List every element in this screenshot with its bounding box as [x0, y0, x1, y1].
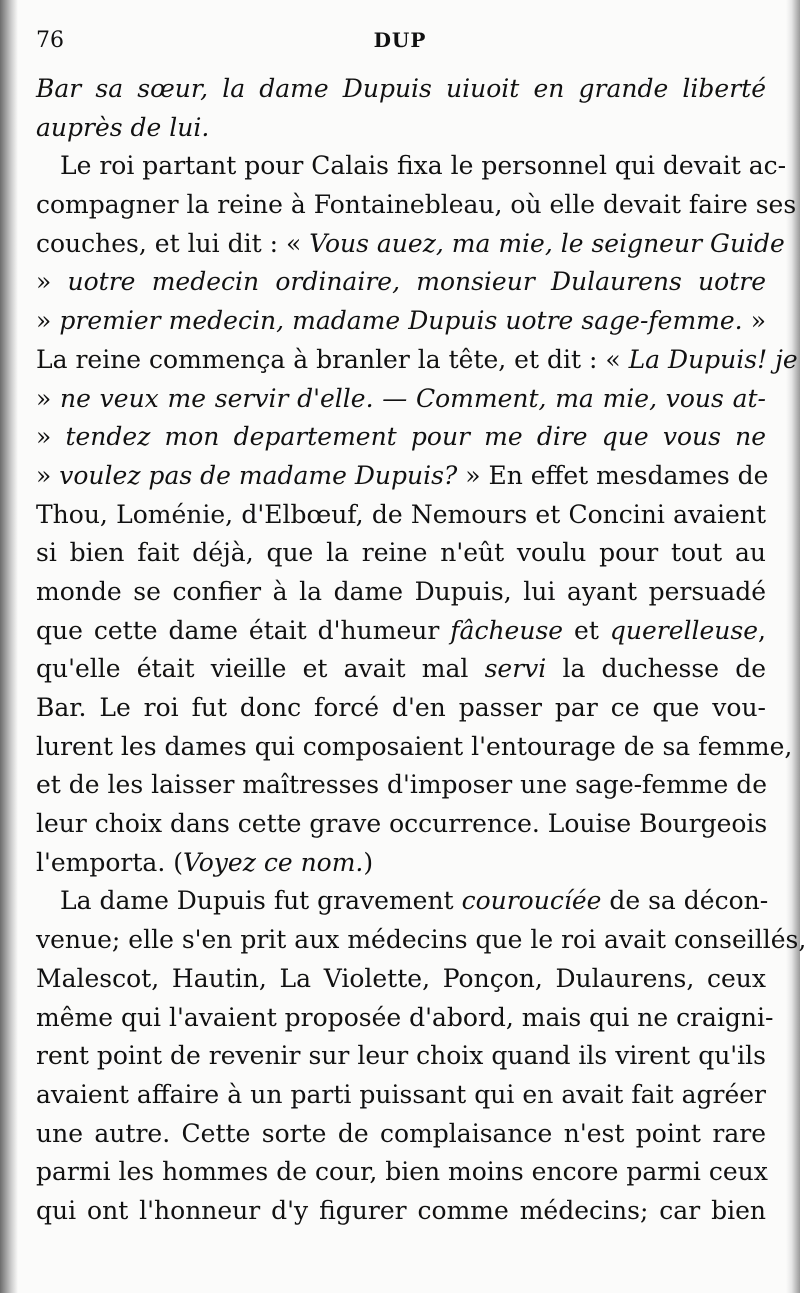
italic-text-segment: Vous auez, ma mie, le seigneur Guide	[309, 228, 785, 258]
text-line	[36, 418, 766, 457]
text-line	[36, 999, 774, 1038]
body-text	[36, 70, 806, 1231]
text-line	[36, 573, 766, 612]
italic-text-segment: La Dupuis! je	[628, 344, 798, 374]
italic-text-segment: Voyez ce nom.	[182, 847, 364, 877]
text-segment: La dame Dupuis fut gravement	[60, 886, 462, 916]
text-segment: )	[363, 847, 374, 877]
italic-text-segment: couroucíée	[461, 886, 602, 916]
text-line	[36, 457, 769, 496]
text-segment: qu'elle était vieille et avait mal	[36, 654, 485, 684]
text-line	[36, 109, 766, 148]
text-line	[36, 302, 766, 341]
text-segment: Malescot, Hautin, La Violette, Ponçon, Dulaurens, ceux	[36, 963, 766, 993]
text-line	[36, 70, 766, 109]
text-line	[36, 496, 766, 535]
italic-text-segment: servi	[484, 654, 547, 684]
text-segment: »	[742, 306, 766, 336]
text-line	[36, 341, 798, 380]
text-line	[36, 689, 766, 728]
text-segment: lurent les dames qui composaient l'entourage de sa femme,	[36, 731, 793, 761]
text-segment: l'emporta. (	[36, 847, 183, 877]
page-number: 76	[36, 28, 64, 53]
text-line	[36, 1076, 766, 1115]
text-segment: La reine commença à branler la tête, et dit : «	[36, 344, 629, 374]
text-line	[36, 844, 766, 883]
text-segment: ,	[758, 615, 766, 645]
text-segment: compagner la reine à Fontainebleau, où elle devait faire ses	[36, 190, 797, 220]
text-segment: et de les laisser maîtresses d'imposer une sage-femme de	[36, 770, 768, 800]
text-line	[36, 1037, 766, 1076]
text-segment: »	[36, 460, 60, 490]
text-line	[36, 766, 766, 805]
text-line	[36, 263, 766, 302]
text-line	[36, 1115, 766, 1154]
text-segment: Thou, Loménie, d'Elbœuf, de Nemours et Concini avaient	[36, 499, 766, 529]
text-line	[36, 225, 785, 264]
text-segment: parmi les hommes de cour, bien moins encore parmi ceux	[36, 1157, 768, 1187]
text-line	[36, 1153, 766, 1192]
italic-text-segment: voulez pas de madame Dupuis?	[59, 460, 458, 490]
italic-text-segment: premier medecin, madame Dupuis uotre sage-femme.	[59, 306, 743, 336]
italic-text-segment: uotre medecin ordinaire, monsieur Dulaurens uotre	[67, 267, 766, 297]
text-segment: une autre. Cette sorte de complaisance n'est point rare	[36, 1118, 766, 1148]
text-segment: »	[36, 267, 68, 297]
text-line	[36, 805, 766, 844]
text-segment: »	[36, 422, 66, 452]
running-head: DUP	[373, 28, 427, 52]
text-segment: même qui l'avaient proposée d'abord, mais qui ne craigni-	[36, 1002, 774, 1032]
text-line	[36, 728, 793, 767]
italic-text-segment: ne veux me servir d'elle. — Comment, ma mie, vous at-	[60, 383, 766, 413]
text-line	[36, 1192, 766, 1231]
text-segment: »	[36, 383, 61, 413]
page-header	[36, 28, 764, 54]
text-segment: venue; elle s'en prit aux médecins que le roi avait conseillés,	[36, 925, 806, 955]
text-segment: » En effet mesdames de	[457, 460, 769, 490]
text-segment: avaient affaire à un parti puissant qui en avait fait agréer	[36, 1079, 766, 1109]
text-segment: qui ont l'honneur d'y figurer comme médecins; car bien	[36, 1195, 766, 1225]
text-segment: couches, et lui dit : «	[36, 228, 310, 258]
text-segment: monde se confier à la dame Dupuis, lui ayant persuadé	[36, 576, 766, 606]
text-segment: de sa décon-	[601, 886, 769, 916]
text-segment: »	[36, 306, 60, 336]
italic-text-segment: fâcheuse	[450, 615, 564, 645]
text-line	[36, 147, 787, 186]
text-segment: Le roi partant pour Calais fixa le personnel qui devait ac-	[60, 151, 787, 181]
text-line	[36, 534, 766, 573]
italic-text-segment: tendez mon departement pour me dire que vous ne	[65, 422, 766, 452]
text-line	[36, 921, 806, 960]
italic-text-segment: auprès de lui.	[36, 112, 210, 142]
page-edge-shadow-left	[0, 0, 18, 1293]
text-line	[36, 960, 766, 999]
text-line	[36, 612, 766, 651]
text-segment: rent point de revenir sur leur choix quand ils virent qu'ils	[36, 1041, 766, 1071]
italic-text-segment: Bar sa sœur, la dame Dupuis uiuoit en grande liberté	[36, 74, 766, 103]
text-line	[36, 186, 797, 225]
text-segment: si bien fait déjà, que la reine n'eût voulu pour tout au	[36, 538, 766, 568]
text-segment: et	[563, 615, 610, 645]
text-segment: la duchesse de	[546, 654, 766, 684]
text-line	[36, 650, 766, 689]
text-line	[36, 380, 766, 419]
text-segment: leur choix dans cette grave occurrence. Louise Bourgeois	[36, 809, 768, 839]
text-segment: Bar. Le roi fut donc forcé d'en passer par ce que vou-	[36, 693, 766, 722]
text-line	[36, 882, 769, 921]
text-segment: que cette dame était d'humeur	[36, 615, 451, 645]
italic-text-segment: querelleuse	[609, 615, 759, 645]
